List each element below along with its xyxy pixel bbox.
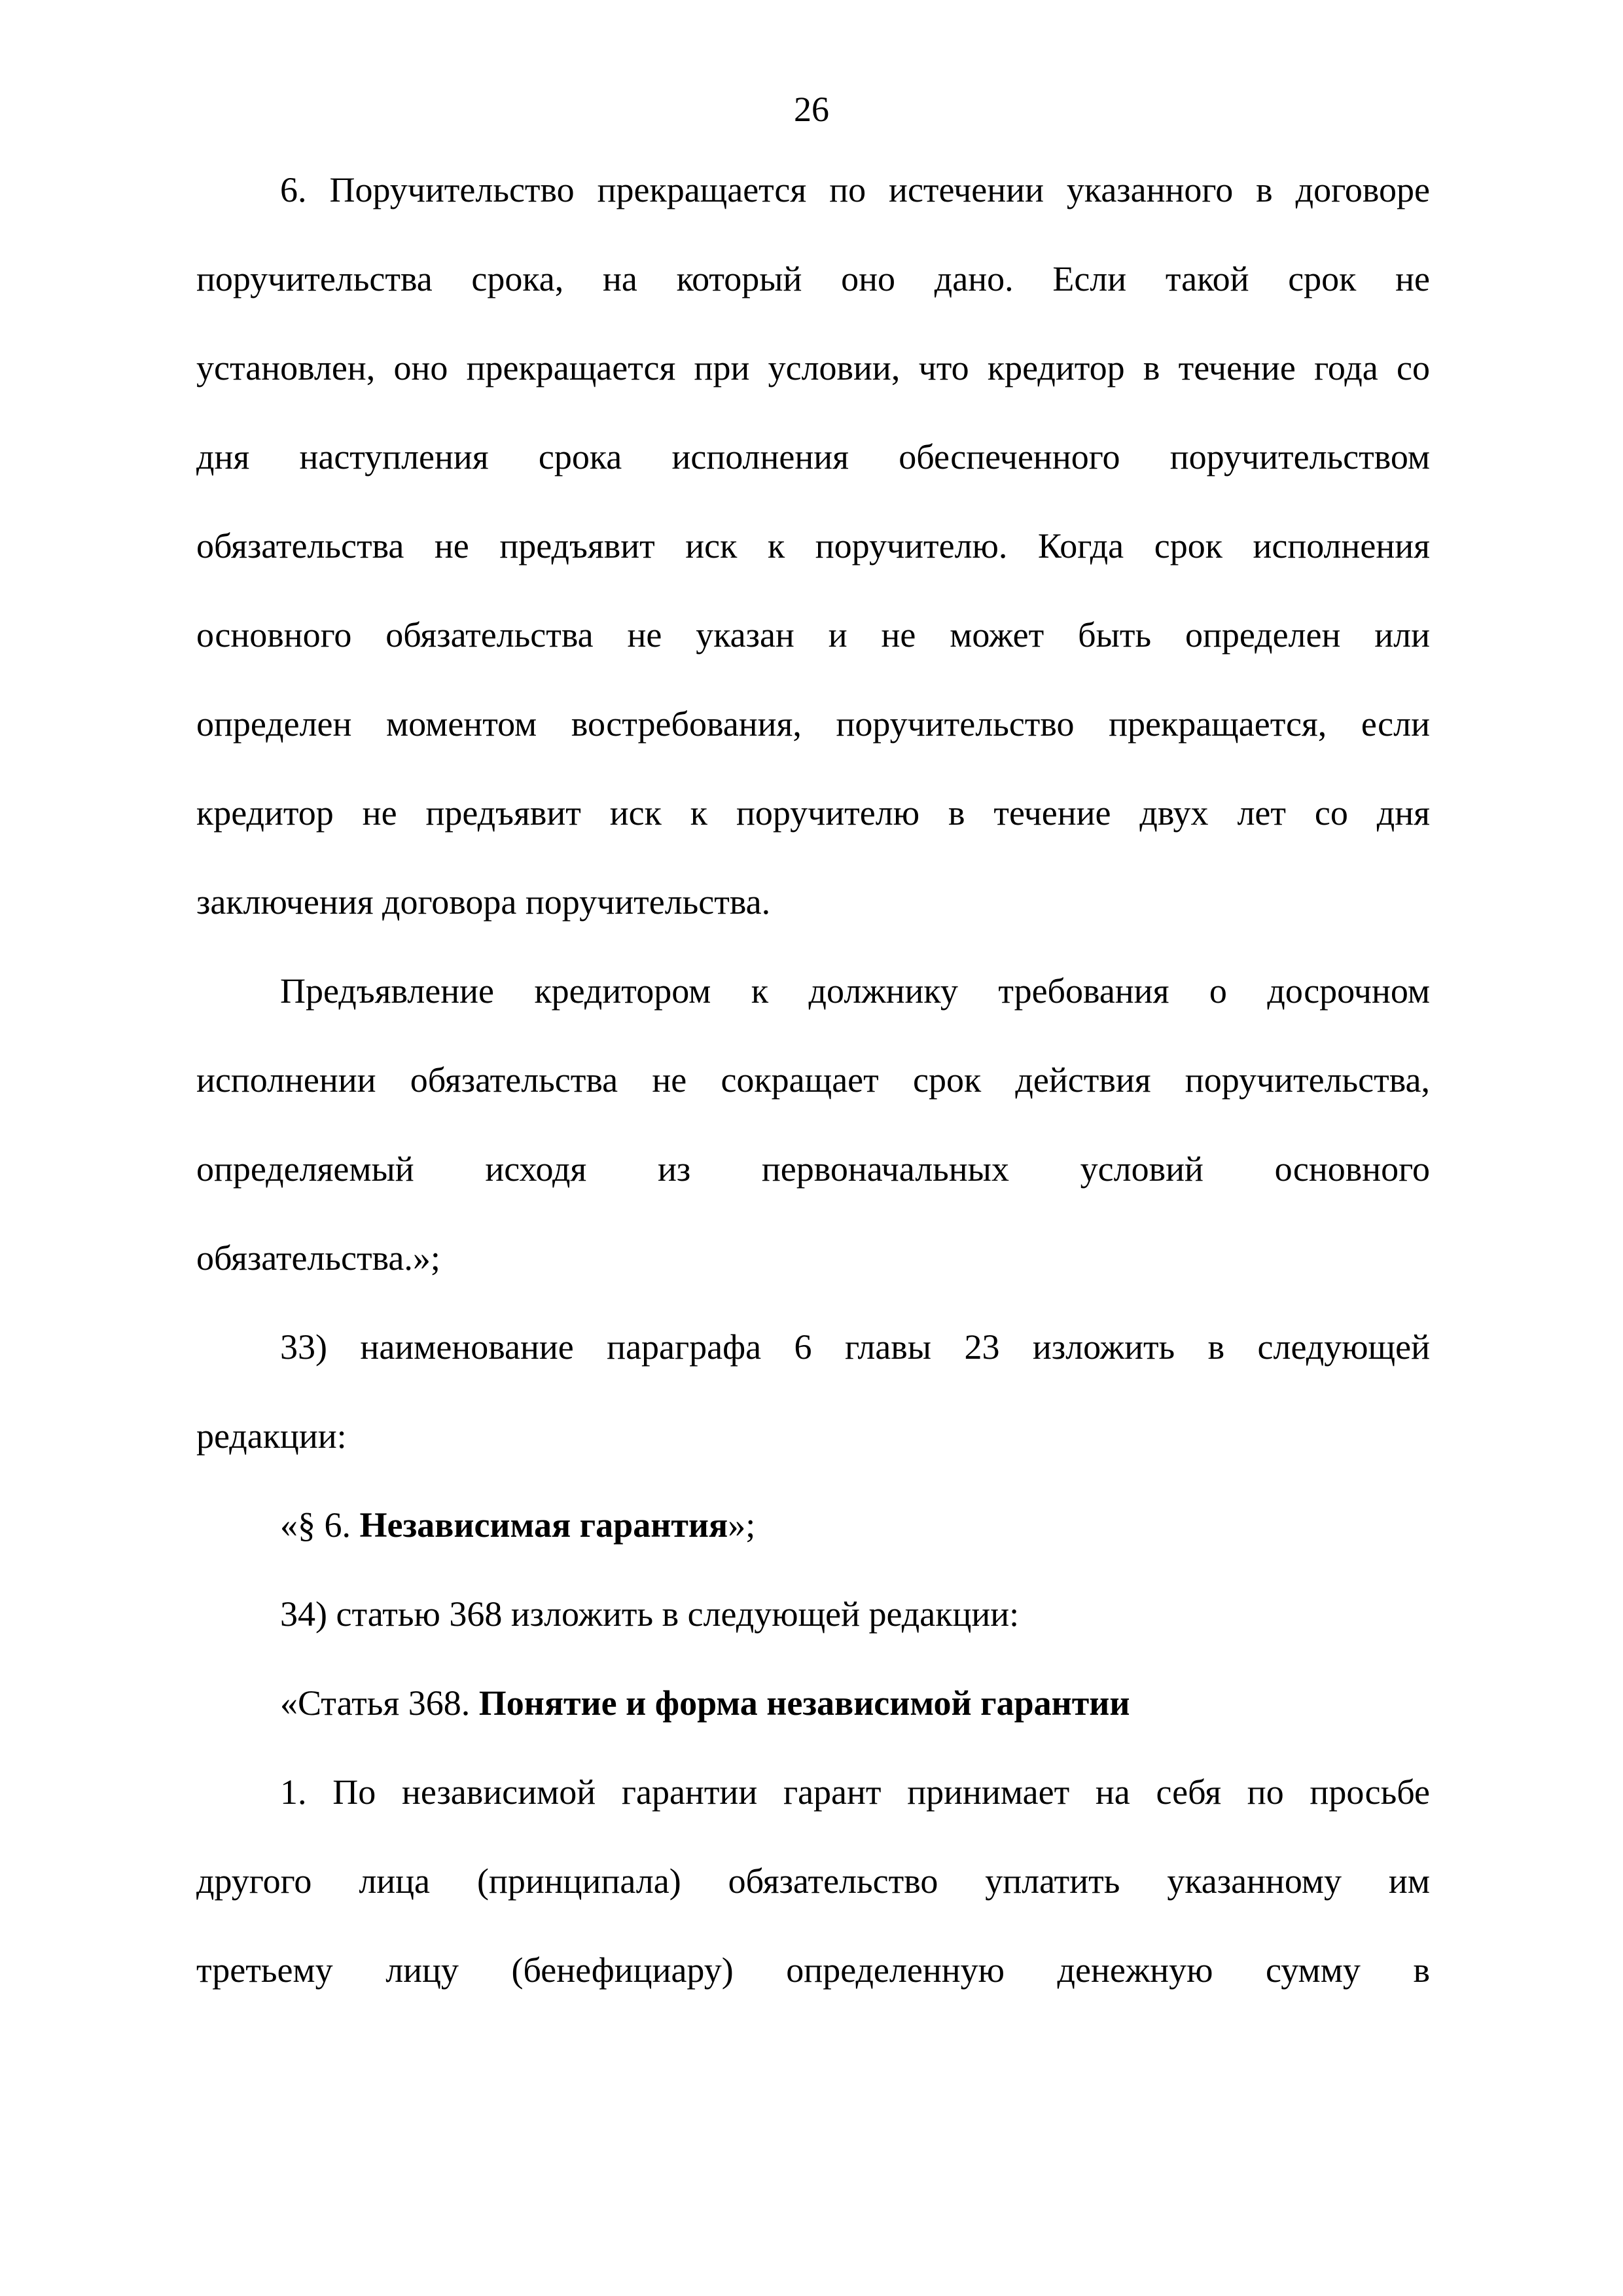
text-line: 6. Поручительство прекращается по истечении указанного в договоре [280, 170, 1430, 209]
text-line: определяемый исходя из первоначальных условий основного [196, 1149, 1430, 1189]
text-line: определен моментом востребования, поручительство прекращается, если [196, 704, 1430, 744]
text-line-clause-1: 1. По независимой гарантии гарант принимает на себя по просьбе [280, 1772, 1430, 1812]
text-line: дня наступления срока исполнения обеспеченного поручительством [196, 437, 1430, 476]
heading-prefix: «§ 6. [280, 1505, 360, 1545]
text-line: другого лица (принципала) обязательство уплатить указанному им [196, 1861, 1430, 1901]
heading-bold-title: Понятие и форма независимой гарантии [478, 1683, 1130, 1723]
heading-paragraph-6-chapter-23 [196, 1480, 1430, 1570]
text-line: исполнении обязательства не сокращает срок действия поручительства, [196, 1060, 1430, 1100]
text-line: обязательства не предъявит иск к поручителю. Когда срок исполнения [196, 526, 1430, 565]
heading-prefix: «Статья 368. [280, 1683, 479, 1723]
text-line: основного обязательства не указан и не может быть определен или [196, 615, 1430, 655]
page-number: 26 [794, 90, 829, 129]
text-line: заключения договора поручительства. [196, 882, 771, 922]
text-line-item-33: 33) наименование параграфа 6 главы 23 изложить в следующей [280, 1327, 1430, 1367]
text-line-item-34: 34) статью 368 изложить в следующей редакции: [280, 1594, 1020, 1634]
text-line: редакции: [196, 1416, 347, 1456]
text-line: поручительства срока, на который оно дано. Если такой срок не [196, 259, 1430, 298]
text-line: кредитор не предъявит иск к поручителю в течение двух лет со дня [196, 793, 1430, 833]
heading-suffix: »; [728, 1505, 756, 1545]
text-line: обязательства.»; [196, 1238, 440, 1278]
text-line: установлен, оно прекращается при условии, что кредитор в течение года со [196, 348, 1430, 387]
document-body [196, 145, 1430, 2015]
text-line: Предъявление кредитором к должнику требования о досрочном [280, 971, 1430, 1011]
heading-article-368 [196, 1659, 1430, 1748]
heading-bold-title: Независимая гарантия [359, 1505, 728, 1545]
text-line: третьему лицу (бенефициару) определенную денежную сумму в [196, 1950, 1430, 1990]
